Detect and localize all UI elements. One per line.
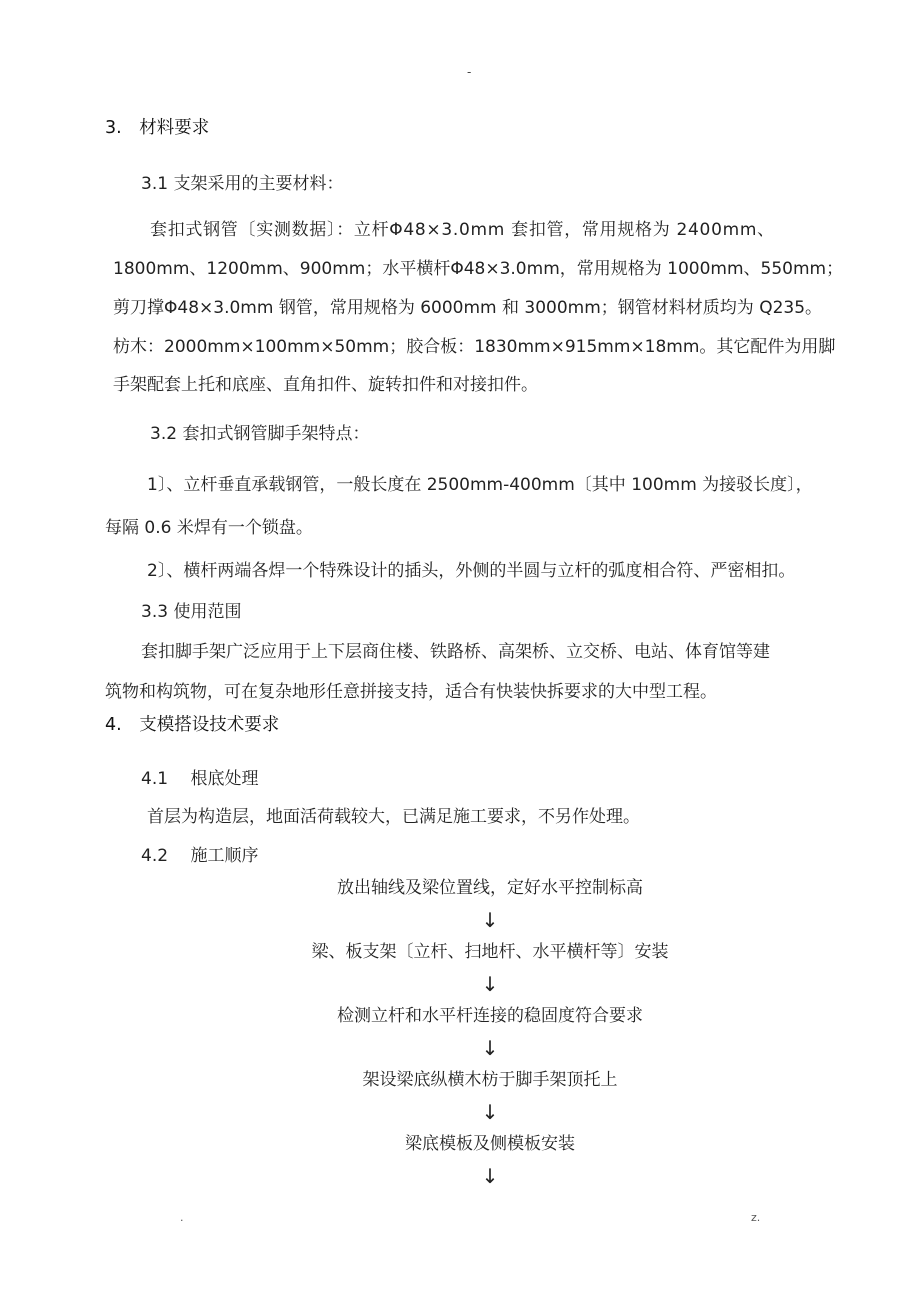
flow-arrow-icon: ↓ (481, 908, 499, 932)
feature-item-1-line2: 每隔 0.6 米焊有一个锁盘。 (105, 518, 313, 538)
flow-step: 梁、板支架〔立杆、扫地杆、水平横杆等〕安装 (311, 942, 669, 962)
flow-arrow-icon: ↓ (481, 1036, 499, 1060)
scope-line2: 筑物和构筑物，可在复杂地形任意拼接支持，适合有快装快拆要求的大中型工程。 (105, 682, 717, 702)
header-mark: - (467, 65, 472, 79)
para-line: 1800mm、1200mm、900mm；水平横杆Φ48×3.0mm，常用规格为 1000mm、550mm； (113, 259, 844, 279)
section-4-2-heading: 4.2 施工顺序 (141, 846, 259, 866)
footer-right-mark: z. (751, 1211, 761, 1224)
scope-line1: 套扣脚手架广泛应用于上下层商住楼、铁路桥、高架桥、立交桥、电站、体育馆等建 (141, 642, 770, 662)
para-line: 套扣式钢管〔实测数据〕：立杆Φ48×3.0mm 套扣管，常用规格为 2400mm、 (150, 220, 775, 240)
para-line: 枋木：2000mm×100mm×50mm；胶合板：1830mm×915mm×18mm。其它配件为用脚 (113, 337, 836, 357)
section-4-heading: 4. 支模搭设技术要求 (105, 715, 280, 735)
section-4-1-heading: 4.1 根底处理 (141, 769, 259, 789)
flow-arrow-icon: ↓ (481, 972, 499, 996)
flow-step: 检测立杆和水平杆连接的稳固度符合要求 (337, 1006, 643, 1026)
flow-step: 架设梁底纵横木枋于脚手架顶托上 (362, 1070, 618, 1090)
flow-step: 放出轴线及梁位置线，定好水平控制标高 (337, 878, 643, 898)
flow-arrow-icon: ↓ (481, 1164, 499, 1188)
feature-item-2: 2〕、横杆两端各焊一个特殊设计的插头，外侧的半圆与立杆的弧度相合符、严密相扣。 (147, 561, 796, 581)
footer-left-mark: . (180, 1211, 184, 1224)
para-line: 手架配套上托和底座、直角扣件、旋转扣件和对接扣件。 (113, 375, 538, 395)
para-line: 剪刀撑Φ48×3.0mm 钢管，常用规格为 6000mm 和 3000mm；钢管材料材质均为 Q235。 (113, 298, 823, 318)
flow-step: 梁底模板及侧模板安装 (405, 1134, 575, 1154)
feature-item-1-line1: 1〕、立杆垂直承载钢管，一般长度在 2500mm-400mm〔其中 100mm 为接驳长度〕， (147, 475, 813, 495)
section-3-2-heading: 3.2 套扣式钢管脚手架特点： (150, 424, 370, 444)
section-3-1-heading: 3.1 支架采用的主要材料： (141, 174, 344, 194)
flow-arrow-icon: ↓ (481, 1100, 499, 1124)
section-3-heading: 3. 材料要求 (105, 118, 210, 138)
foundation-text: 首层为构造层，地面活荷载较大，已满足施工要求，不另作处理。 (147, 807, 640, 827)
section-3-3-heading: 3.3 使用范围 (141, 602, 242, 622)
